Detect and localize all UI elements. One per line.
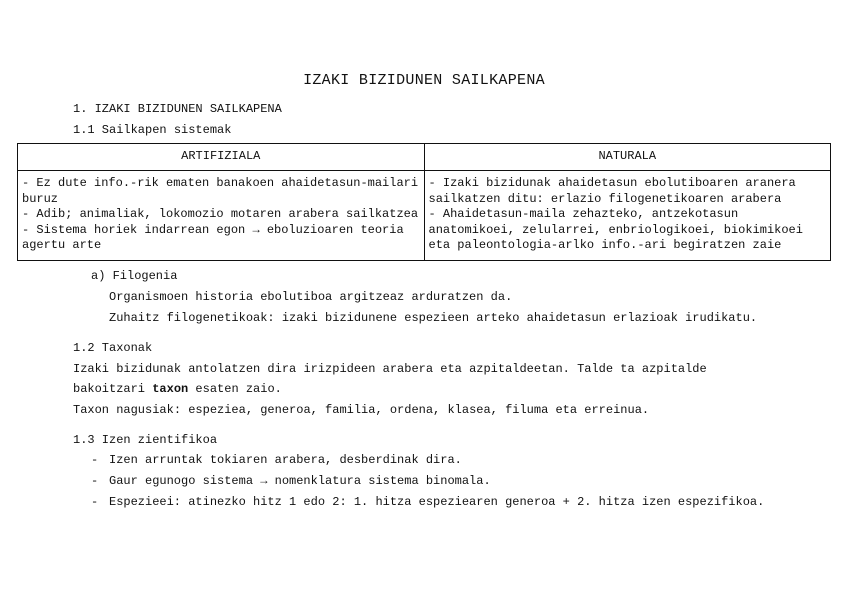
bullet-dash: - (91, 474, 99, 488)
section-heading: 1. IZAKI BIZIDUNEN SAILKAPENA (73, 102, 282, 116)
taxonak-text: Taxon nagusiak: espeziea, generoa, familia, ordena, klasea, filuma eta erreinua. (73, 403, 650, 417)
cell-line: - Ez dute info.-rik ematen banakoen ahaidetasun-mailari (22, 176, 419, 190)
cell-line: - Izaki bizidunak ahaidetasun ebolutiboaren aranera (428, 176, 796, 190)
taxonak-heading: 1.2 Taxonak (73, 341, 153, 355)
classification-table (17, 143, 831, 261)
cell-line: anatomikoei, zelularrei, enbriologikoei, biokimikoei (428, 222, 803, 237)
cell-line: agertu arte (22, 238, 102, 252)
cell-naturala (424, 171, 831, 261)
bullet-dash: - (91, 495, 99, 509)
list-item-text: Izen arruntak tokiaren arabera, desberdinak dira. (109, 453, 462, 467)
taxonak-text (73, 381, 282, 397)
cell-line: - Ahaidetasun-maila zehazteko, antzekotasun (428, 207, 739, 221)
taxonak-text: Izaki bizidunak antolatzen dira irizpideen arabera eta azpitaldeetan. Talde ta azpitalde (73, 362, 707, 376)
list-item (91, 452, 462, 468)
taxonak-text-post: esaten zaio. (188, 382, 282, 396)
filogenia-text: Organismoen historia ebolutiboa argitzeaz arduratzen da. (109, 290, 513, 304)
filogenia-label: a) Filogenia (91, 269, 178, 283)
cell-artifiziala (18, 171, 425, 261)
cell-line: - Sistema horiek indarrean egon → eboluzioaren teoria (22, 222, 404, 237)
izen-heading: 1.3 Izen zientifikoa (73, 433, 218, 447)
column-header-artifiziala: ARTIFIZIALA (18, 144, 425, 171)
list-item-text: Gaur egunogo sistema → nomenklatura sistema binomala. (109, 474, 491, 488)
cell-line: eta paleontologia-arlko info.-ari begiratzen zaie (428, 238, 782, 252)
page-title: IZAKI BIZIDUNEN SAILKAPENA (303, 72, 545, 89)
table-header-row (18, 144, 831, 171)
bullet-dash: - (91, 453, 99, 467)
column-header-naturala: NATURALA (424, 144, 831, 171)
list-item-text: Espezieei: atinezko hitz 1 edo 2: 1. hitza espeziearen generoa + 2. hitza izen espezifikoa. (109, 495, 765, 509)
cell-line: - Adib; animaliak, lokomozio motaren arabera sailkatzea (22, 207, 419, 221)
filogenia-text: Zuhaitz filogenetikoak: izaki bizidunene espezieen arteko ahaidetasun erlazioak irudikatu. (109, 311, 758, 325)
taxon-term: taxon (152, 382, 189, 396)
list-item (91, 494, 764, 510)
list-item (91, 473, 491, 489)
taxonak-text-pre: bakoitzari (73, 382, 153, 396)
subsection-heading: 1.1 Sailkapen sistemak (73, 123, 232, 137)
cell-line: sailkatzen ditu: erlazio filogenetikoaren arabera (428, 191, 782, 206)
cell-line: buruz (22, 191, 59, 206)
table-row (18, 171, 831, 261)
